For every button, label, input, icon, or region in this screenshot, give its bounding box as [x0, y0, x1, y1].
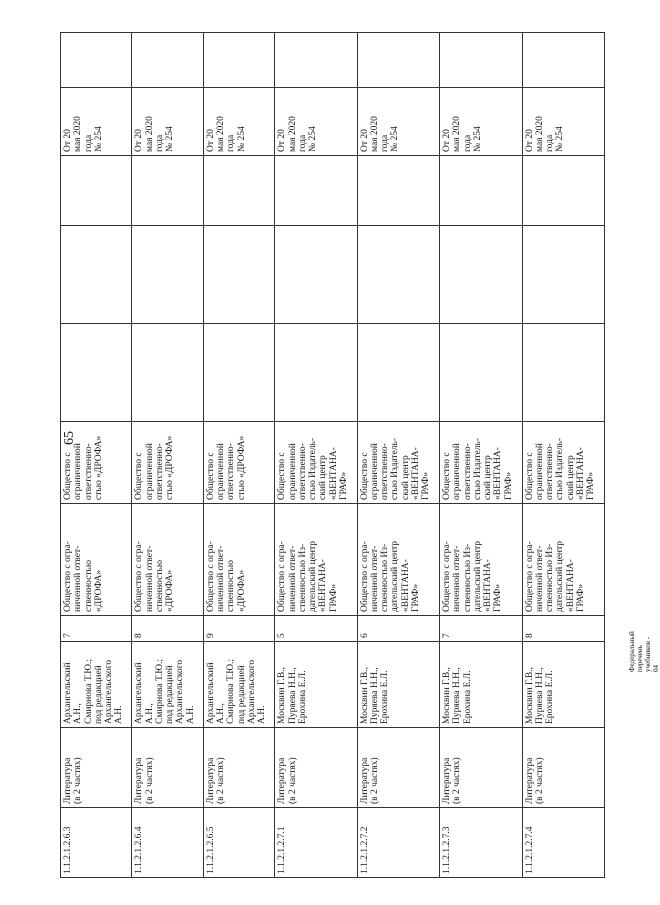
empty-cell [357, 33, 439, 88]
order-date-cell-line: От 20 [524, 129, 535, 152]
publisher-org-cell [275, 422, 357, 504]
order-date-cell-line: № 254 [555, 126, 566, 152]
publisher-org-cell-line: стью Издатель- [555, 437, 566, 500]
authors-cell-line: Пуряева Н.Н., [369, 667, 380, 724]
textbook-table [60, 32, 605, 878]
publisher-org-cell-line: стью Издатель- [472, 437, 483, 500]
authors-cell-line: Смирнова Т.Ю.; [154, 659, 165, 724]
publisher-org-cell-line: ответственно- [154, 443, 165, 500]
publisher-cell-line: ниченной ответ- [369, 545, 380, 612]
empty-cell [203, 156, 274, 226]
publisher-cell-line: «ВЕНТАНА- [483, 559, 494, 612]
publisher-org-cell [440, 422, 522, 504]
order-date-cell-line: От 20 [134, 129, 145, 152]
textbook-code-cell: 1.1.2.1.2.6.5 [203, 808, 274, 878]
authors-cell [440, 642, 522, 728]
authors-cell [275, 642, 357, 728]
textbook-code-cell: 1.1.2.1.2.7.1 [275, 808, 357, 878]
order-date-cell [275, 88, 357, 156]
table-row [357, 33, 439, 878]
order-date-cell-line: № 254 [472, 126, 483, 152]
order-date-cell-line: № 254 [93, 126, 104, 152]
publisher-cell-line: «ДРОФА» [236, 569, 247, 612]
order-date-cell-line: года [226, 134, 237, 152]
publisher-cell [440, 504, 522, 616]
publisher-cell-line: «ВЕНТАНА- [400, 559, 411, 612]
footer-text: Федеральный перечень учебников - 04 [628, 631, 660, 672]
authors-cell-line: Москвин Г.В., [524, 667, 535, 724]
authors-cell-line: Смирнова Т.Ю.; [226, 659, 237, 724]
authors-cell-line: Архангельского А.Н. [246, 659, 268, 724]
order-date-cell-line: года [154, 134, 165, 152]
grade-cell: 5 [275, 616, 357, 642]
order-date-cell-line: № 254 [390, 126, 401, 152]
publisher-cell-line: дательский центр [472, 540, 483, 612]
publisher-cell [357, 504, 439, 616]
authors-cell-line: Ерохина Е.Л. [545, 670, 556, 724]
publisher-org-cell-line: ский центр [565, 455, 576, 500]
publisher-cell-line: ственностью Из- [462, 543, 473, 612]
empty-cell [132, 33, 203, 88]
textbook-title-cell [203, 728, 274, 808]
publisher-org-cell-line: стью Издатель- [390, 437, 401, 500]
publisher-cell-line: дательский центр [555, 540, 566, 612]
order-date-cell-line: мая 2020 [216, 116, 227, 152]
publisher-org-cell-line: ский центр [400, 455, 411, 500]
publisher-cell-line: ственностью Из- [545, 543, 556, 612]
authors-cell [61, 642, 132, 728]
textbook-title-cell-line: (в 2 частях) [144, 757, 155, 804]
publisher-org-cell-line: ГРАФ» [338, 471, 349, 500]
authors-cell [132, 642, 203, 728]
order-date-cell-line: От 20 [205, 129, 216, 152]
table-row [61, 33, 132, 878]
authors-cell-line: Москвин Г.В., [442, 667, 453, 724]
publisher-org-cell-line: ответственно- [462, 443, 473, 500]
order-date-cell-line: года [462, 134, 473, 152]
textbook-code-cell: 1.1.2.1.2.6.3 [61, 808, 132, 878]
order-date-cell-line: № 254 [165, 126, 176, 152]
empty-cell [357, 156, 439, 226]
publisher-org-cell-line: ГРАФ» [586, 471, 597, 500]
publisher-org-cell [61, 422, 132, 504]
publisher-cell-line: ГРАФ» [410, 583, 421, 612]
empty-cell [440, 156, 522, 226]
authors-cell [203, 642, 274, 728]
textbook-title-cell-line: (в 2 частях) [287, 757, 298, 804]
order-date-cell [522, 88, 604, 156]
publisher-cell-line: Общество с огра- [359, 541, 370, 612]
publisher-org-cell-line: Общество с [277, 452, 288, 500]
publisher-org-cell-line: стью «ДРОФА» [93, 435, 104, 500]
publisher-cell-line: ниченной ответ- [534, 545, 545, 612]
grade-cell: 8 [522, 616, 604, 642]
textbook-title-cell-line: Литература [359, 757, 370, 804]
textbook-code-cell: 1.1.2.1.2.7.2 [357, 808, 439, 878]
publisher-cell-line: «ДРОФА» [165, 569, 176, 612]
grade-cell: 9 [203, 616, 274, 642]
authors-cell-line: под редакцией [236, 665, 247, 724]
textbook-title-cell-line: Литература [277, 757, 288, 804]
publisher-cell [203, 504, 274, 616]
empty-cell [275, 324, 357, 422]
empty-cell [357, 226, 439, 324]
authors-cell-line: Москвин Г.В., [277, 667, 288, 724]
publisher-cell-line: Общество с огра- [205, 541, 216, 612]
textbook-title-cell-line: (в 2 частях) [73, 757, 84, 804]
empty-cell [440, 33, 522, 88]
textbook-title-cell [275, 728, 357, 808]
publisher-cell-line: ниченной ответ- [144, 545, 155, 612]
empty-cell [203, 33, 274, 88]
authors-cell-line: Архангельского А.Н. [175, 659, 196, 724]
publisher-org-cell-line: ограниченной [452, 443, 463, 500]
publisher-cell-line: Общество с огра- [277, 541, 288, 612]
authors-cell [357, 642, 439, 728]
order-date-cell [203, 88, 274, 156]
publisher-cell-line: ГРАФ» [575, 583, 586, 612]
publisher-cell-line: «ВЕНТАНА- [565, 559, 576, 612]
textbook-title-cell [522, 728, 604, 808]
publisher-org-cell-line: ответственно- [297, 443, 308, 500]
empty-cell [203, 324, 274, 422]
order-date-cell [132, 88, 203, 156]
grade-cell: 8 [132, 616, 203, 642]
empty-cell [522, 226, 604, 324]
publisher-org-cell-line: стью «ДРОФА» [236, 435, 247, 500]
order-date-cell-line: От 20 [442, 129, 453, 152]
empty-cell [357, 324, 439, 422]
empty-cell [132, 324, 203, 422]
publisher-cell-line: Общество с огра- [524, 541, 535, 612]
order-date-cell-line: № 254 [308, 126, 319, 152]
authors-cell-line: Ерохина Е.Л. [380, 670, 391, 724]
empty-cell [61, 324, 132, 422]
empty-cell [275, 156, 357, 226]
page-number: 65 [62, 431, 77, 445]
order-date-cell [357, 88, 439, 156]
publisher-org-cell-line: Общество с [442, 452, 453, 500]
authors-cell-line: Пуряева Н.Н., [452, 667, 463, 724]
publisher-cell-line: ниченной ответ- [216, 545, 227, 612]
textbook-title-cell-line: Литература [442, 757, 453, 804]
textbook-title-cell [357, 728, 439, 808]
publisher-org-cell-line: ограниченной [144, 443, 155, 500]
publisher-cell-line: ственностью [154, 560, 165, 612]
textbook-title-cell-line: Литература [205, 757, 216, 804]
authors-cell-line: Архангельского А.Н. [104, 659, 125, 724]
empty-cell [203, 226, 274, 324]
publisher-org-cell [132, 422, 203, 504]
order-date-cell-line: мая 2020 [287, 116, 298, 152]
empty-cell [440, 324, 522, 422]
publisher-org-cell-line: ограниченной [73, 443, 84, 500]
publisher-cell [275, 504, 357, 616]
publisher-org-cell-line: Общество с [63, 452, 73, 500]
textbook-title-cell [61, 728, 132, 808]
publisher-org-cell-line: ГРАФ» [503, 471, 514, 500]
publisher-cell-line: ГРАФ» [328, 583, 339, 612]
authors-cell-line: Ерохина Е.Л. [297, 670, 308, 724]
publisher-org-cell-line: ский центр [318, 455, 329, 500]
authors-cell-line: Москвин Г.В., [359, 667, 370, 724]
publisher-org-cell-line: ограниченной [534, 443, 545, 500]
empty-cell [440, 226, 522, 324]
order-date-cell-line: года [83, 134, 94, 152]
textbook-code-cell: 1.1.2.1.2.7.4 [522, 808, 604, 878]
table-row [275, 33, 357, 878]
publisher-cell-line: «ВЕНТАНА- [318, 559, 329, 612]
textbook-title-cell-line: (в 2 частях) [534, 757, 545, 804]
grade-cell: 7 [61, 616, 132, 642]
textbook-title-cell-line: (в 2 частях) [216, 757, 227, 804]
authors-cell-line: Архангельский А.Н., [134, 662, 155, 724]
publisher-cell-line: «ДРОФА» [93, 569, 104, 612]
publisher-cell-line: ниченной ответ- [73, 545, 84, 612]
publisher-org-cell [522, 422, 604, 504]
textbook-title-cell-line: (в 2 частях) [452, 757, 463, 804]
publisher-org-cell-line: «ВЕНТАНА- [493, 447, 504, 500]
order-date-cell-line: № 254 [236, 126, 247, 152]
order-date-cell-line: мая 2020 [369, 116, 380, 152]
empty-cell [61, 33, 132, 88]
publisher-cell-line: дательский центр [390, 540, 401, 612]
publisher-org-cell-line: Общество с [134, 452, 145, 500]
publisher-org-cell-line: ответственно- [226, 443, 237, 500]
order-date-cell-line: года [545, 134, 556, 152]
publisher-org-cell-line: ответственно- [83, 443, 94, 500]
publisher-org-cell-line: «ВЕНТАНА- [328, 447, 339, 500]
publisher-org-cell-line: ответственно- [380, 443, 391, 500]
order-date-cell-line: мая 2020 [73, 116, 84, 152]
publisher-cell [61, 504, 132, 616]
publisher-org-cell-line: стью Издатель- [308, 437, 319, 500]
empty-cell [61, 226, 132, 324]
textbook-title-cell-line: (в 2 частях) [369, 757, 380, 804]
publisher-cell-line: Общество с огра- [63, 541, 73, 612]
table-row [522, 33, 604, 878]
textbook-title-cell-line: Литература [524, 757, 535, 804]
publisher-cell-line: Общество с огра- [134, 541, 145, 612]
publisher-cell-line: дательский центр [308, 540, 319, 612]
empty-cell [61, 156, 132, 226]
publisher-cell-line: ственностью Из- [297, 543, 308, 612]
publisher-org-cell-line: ограниченной [369, 443, 380, 500]
textbook-table-container [60, 33, 605, 878]
authors-cell-line: Архангельский А.Н., [205, 662, 227, 724]
order-date-cell-line: года [297, 134, 308, 152]
empty-cell [522, 33, 604, 88]
publisher-cell-line: ниченной ответ- [287, 545, 298, 612]
publisher-cell-line: ственностью [83, 560, 94, 612]
publisher-org-cell-line: ГРАФ» [421, 471, 432, 500]
order-date-cell-line: мая 2020 [534, 116, 545, 152]
empty-cell [275, 226, 357, 324]
publisher-cell-line: Общество с огра- [442, 541, 453, 612]
authors-cell-line: Архангельский А.Н., [63, 662, 84, 724]
empty-cell [275, 33, 357, 88]
order-date-cell-line: года [380, 134, 391, 152]
authors-cell-line: под редакцией [93, 665, 104, 724]
publisher-org-cell-line: стью «ДРОФА» [165, 435, 176, 500]
table-row [203, 33, 274, 878]
authors-cell-line: Смирнова Т.Ю.; [83, 659, 94, 724]
textbook-title-cell [440, 728, 522, 808]
publisher-cell-line: ГРАФ» [493, 583, 504, 612]
authors-cell [522, 642, 604, 728]
order-date-cell-line: мая 2020 [144, 116, 155, 152]
order-date-cell [440, 88, 522, 156]
publisher-org-cell [203, 422, 274, 504]
publisher-cell [132, 504, 203, 616]
authors-cell-line: Пуряева Н.Н., [287, 667, 298, 724]
publisher-org-cell-line: Общество с [524, 452, 535, 500]
order-date-cell-line: От 20 [63, 129, 73, 152]
textbook-title-cell [132, 728, 203, 808]
order-date-cell-line: мая 2020 [452, 116, 463, 152]
authors-cell-line: Ерохина Е.Л. [462, 670, 473, 724]
textbook-title-cell-line: Литература [134, 757, 145, 804]
table-row [132, 33, 203, 878]
publisher-org-cell-line: Общество с [205, 452, 216, 500]
publisher-org-cell-line: ограниченной [216, 443, 227, 500]
grade-cell: 6 [357, 616, 439, 642]
publisher-org-cell [357, 422, 439, 504]
textbook-code-cell: 1.1.2.1.2.6.4 [132, 808, 203, 878]
publisher-org-cell-line: ограниченной [287, 443, 298, 500]
publisher-org-cell-line: «ВЕНТАНА- [575, 447, 586, 500]
empty-cell [132, 226, 203, 324]
authors-cell-line: под редакцией [165, 665, 176, 724]
empty-cell [132, 156, 203, 226]
textbook-code-cell: 1.1.2.1.2.7.3 [440, 808, 522, 878]
textbook-title-cell-line: Литература [63, 757, 73, 804]
empty-cell [522, 324, 604, 422]
publisher-org-cell-line: ответственно- [545, 443, 556, 500]
order-date-cell-line: От 20 [359, 129, 370, 152]
publisher-cell-line: ниченной ответ- [452, 545, 463, 612]
publisher-cell [522, 504, 604, 616]
empty-cell [522, 156, 604, 226]
grade-cell: 7 [440, 616, 522, 642]
order-date-cell-line: От 20 [277, 129, 288, 152]
table-row [440, 33, 522, 878]
publisher-org-cell-line: Общество с [359, 452, 370, 500]
publisher-org-cell-line: ский центр [483, 455, 494, 500]
table-body [61, 33, 605, 878]
authors-cell-line: Пуряева Н.Н., [534, 667, 545, 724]
order-date-cell [61, 88, 132, 156]
publisher-cell-line: ственностью Из- [380, 543, 391, 612]
publisher-org-cell-line: «ВЕНТАНА- [410, 447, 421, 500]
publisher-cell-line: ственностью [226, 560, 237, 612]
